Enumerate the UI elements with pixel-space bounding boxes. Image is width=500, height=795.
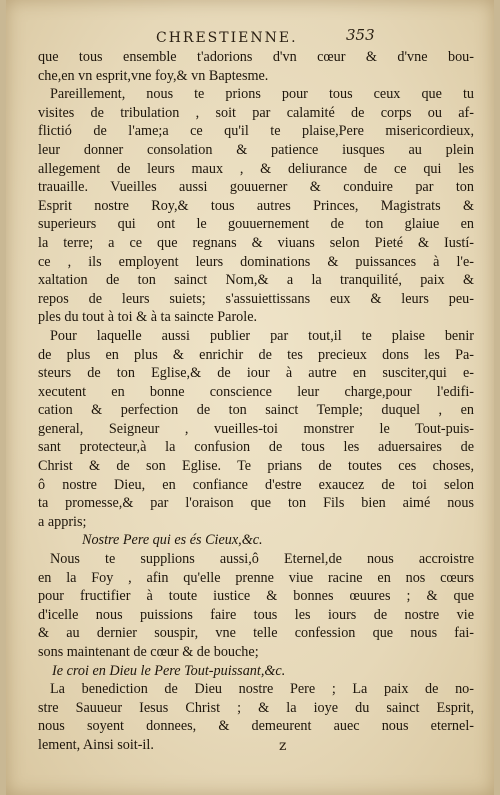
text-line: La benediction de Dieu nostre Pere ; La paix de no- (50, 681, 474, 698)
text-line: en la Foy , afin qu'elle prenne viue racine en nos cœurs (38, 569, 474, 586)
text-line: allegement de leurs maux , & deliurance de ce qui les (38, 160, 474, 177)
page-number: 353 (346, 26, 375, 44)
text-line: ta promesse,& par l'oraison que ton Fils bien aimé nous (38, 495, 474, 512)
text-line: de plus en plus & enrichir de tes precieux dons les Pa- (38, 346, 474, 363)
text-line: Pour laquelle aussi publier par tout,il te plaise benir (50, 327, 474, 344)
text-line: la terre; a ce que regnans & viuans selon Pieté & Iustí- (38, 234, 474, 251)
text-line: pour fructifier à toute iustice & bonnes œuures ; & que (38, 588, 474, 605)
text-line: d'icelle nous puissions faire tous les iours de nostre vie (38, 606, 474, 623)
text-line: visites de tribulation , soit par calamité de corps ou af- (38, 104, 474, 121)
text-line: ples du tout à toi & à ta saincte Parole. (38, 309, 258, 326)
text-line: lement, Ainsi soit-il. (38, 736, 154, 753)
page-header (6, 26, 494, 50)
text-line: stre Sauueur Iesus Christ ; & la ioye du sainct Esprit, (38, 699, 474, 716)
text-line: flictió de l'ame;a ce qu'il te plaise,Pere misericordieux, (38, 123, 474, 140)
text-line: sant protecteur,à la confusion de tous les aduersaires de (38, 439, 474, 456)
signature-mark: z (279, 738, 287, 754)
text-line: a appris; (38, 513, 87, 530)
text-line: nous soyent donnees, & demeurent auec nous eternel- (38, 718, 474, 735)
text-line: & au dernier souspir, vne telle confession que nous fai- (38, 625, 474, 642)
text-line: trauaille. Vueilles aussi gouuerner & conduire par ton (38, 179, 474, 196)
text-line: sons maintenant de cœur & de bouche; (38, 644, 259, 660)
body-text (38, 48, 474, 755)
text-line: Pareillement, nous te prions pour tous ceux que tu (50, 86, 474, 103)
text-line: que tous ensemble t'adorions d'vn cœur & d'vne bou- (38, 49, 474, 65)
text-line: steurs de ton Eglise,& de iour à autre en susciter,qui e- (38, 365, 474, 382)
text-line: ce , ils employent leurs dominations & puissances à l'e- (38, 253, 474, 270)
text-line: cation & perfection de ton sainct Temple; duquel , en (38, 402, 474, 419)
text-line: ô nostre Dieu, en confiance d'estre exaucez de toi selon (38, 476, 474, 493)
text-line: general, Seigneur , vueilles-toi monstrer le Tout-puis- (38, 420, 474, 437)
running-head: CHRESTIENNE. (156, 30, 298, 46)
book-page (6, 0, 494, 795)
text-line: leur donner consolation & patience iusques au plein (38, 141, 474, 158)
text-line: che,en vn esprit,vne foy,& vn Baptesme. (38, 67, 269, 84)
text-line: superieurs qui ont le gouuernement de ton glaiue en (38, 216, 474, 233)
text-line: xaltation de ton sainct Nom,& a la tranquilité, paix & (38, 272, 474, 289)
text-line: Christ & de son Eglise. Te prians de toutes ces choses, (38, 458, 474, 475)
text-line: Nous te supplions aussi,ô Eternel,de nous accroistre (50, 551, 474, 568)
text-line: xecutent en bonne conscience leur charge,pour l'edifi- (38, 383, 474, 400)
text-line: repos de leurs suiets; s'assuiettissans eux & leurs peu- (38, 290, 474, 307)
text-line: Esprit nostre Roy,& tous autres Princes, Magistrats & (38, 197, 474, 214)
section-heading: Ie croi en Dieu le Pere Tout-puissant,&c. (52, 662, 286, 679)
section-heading: Nostre Pere qui es és Cieux,&c. (82, 532, 263, 549)
